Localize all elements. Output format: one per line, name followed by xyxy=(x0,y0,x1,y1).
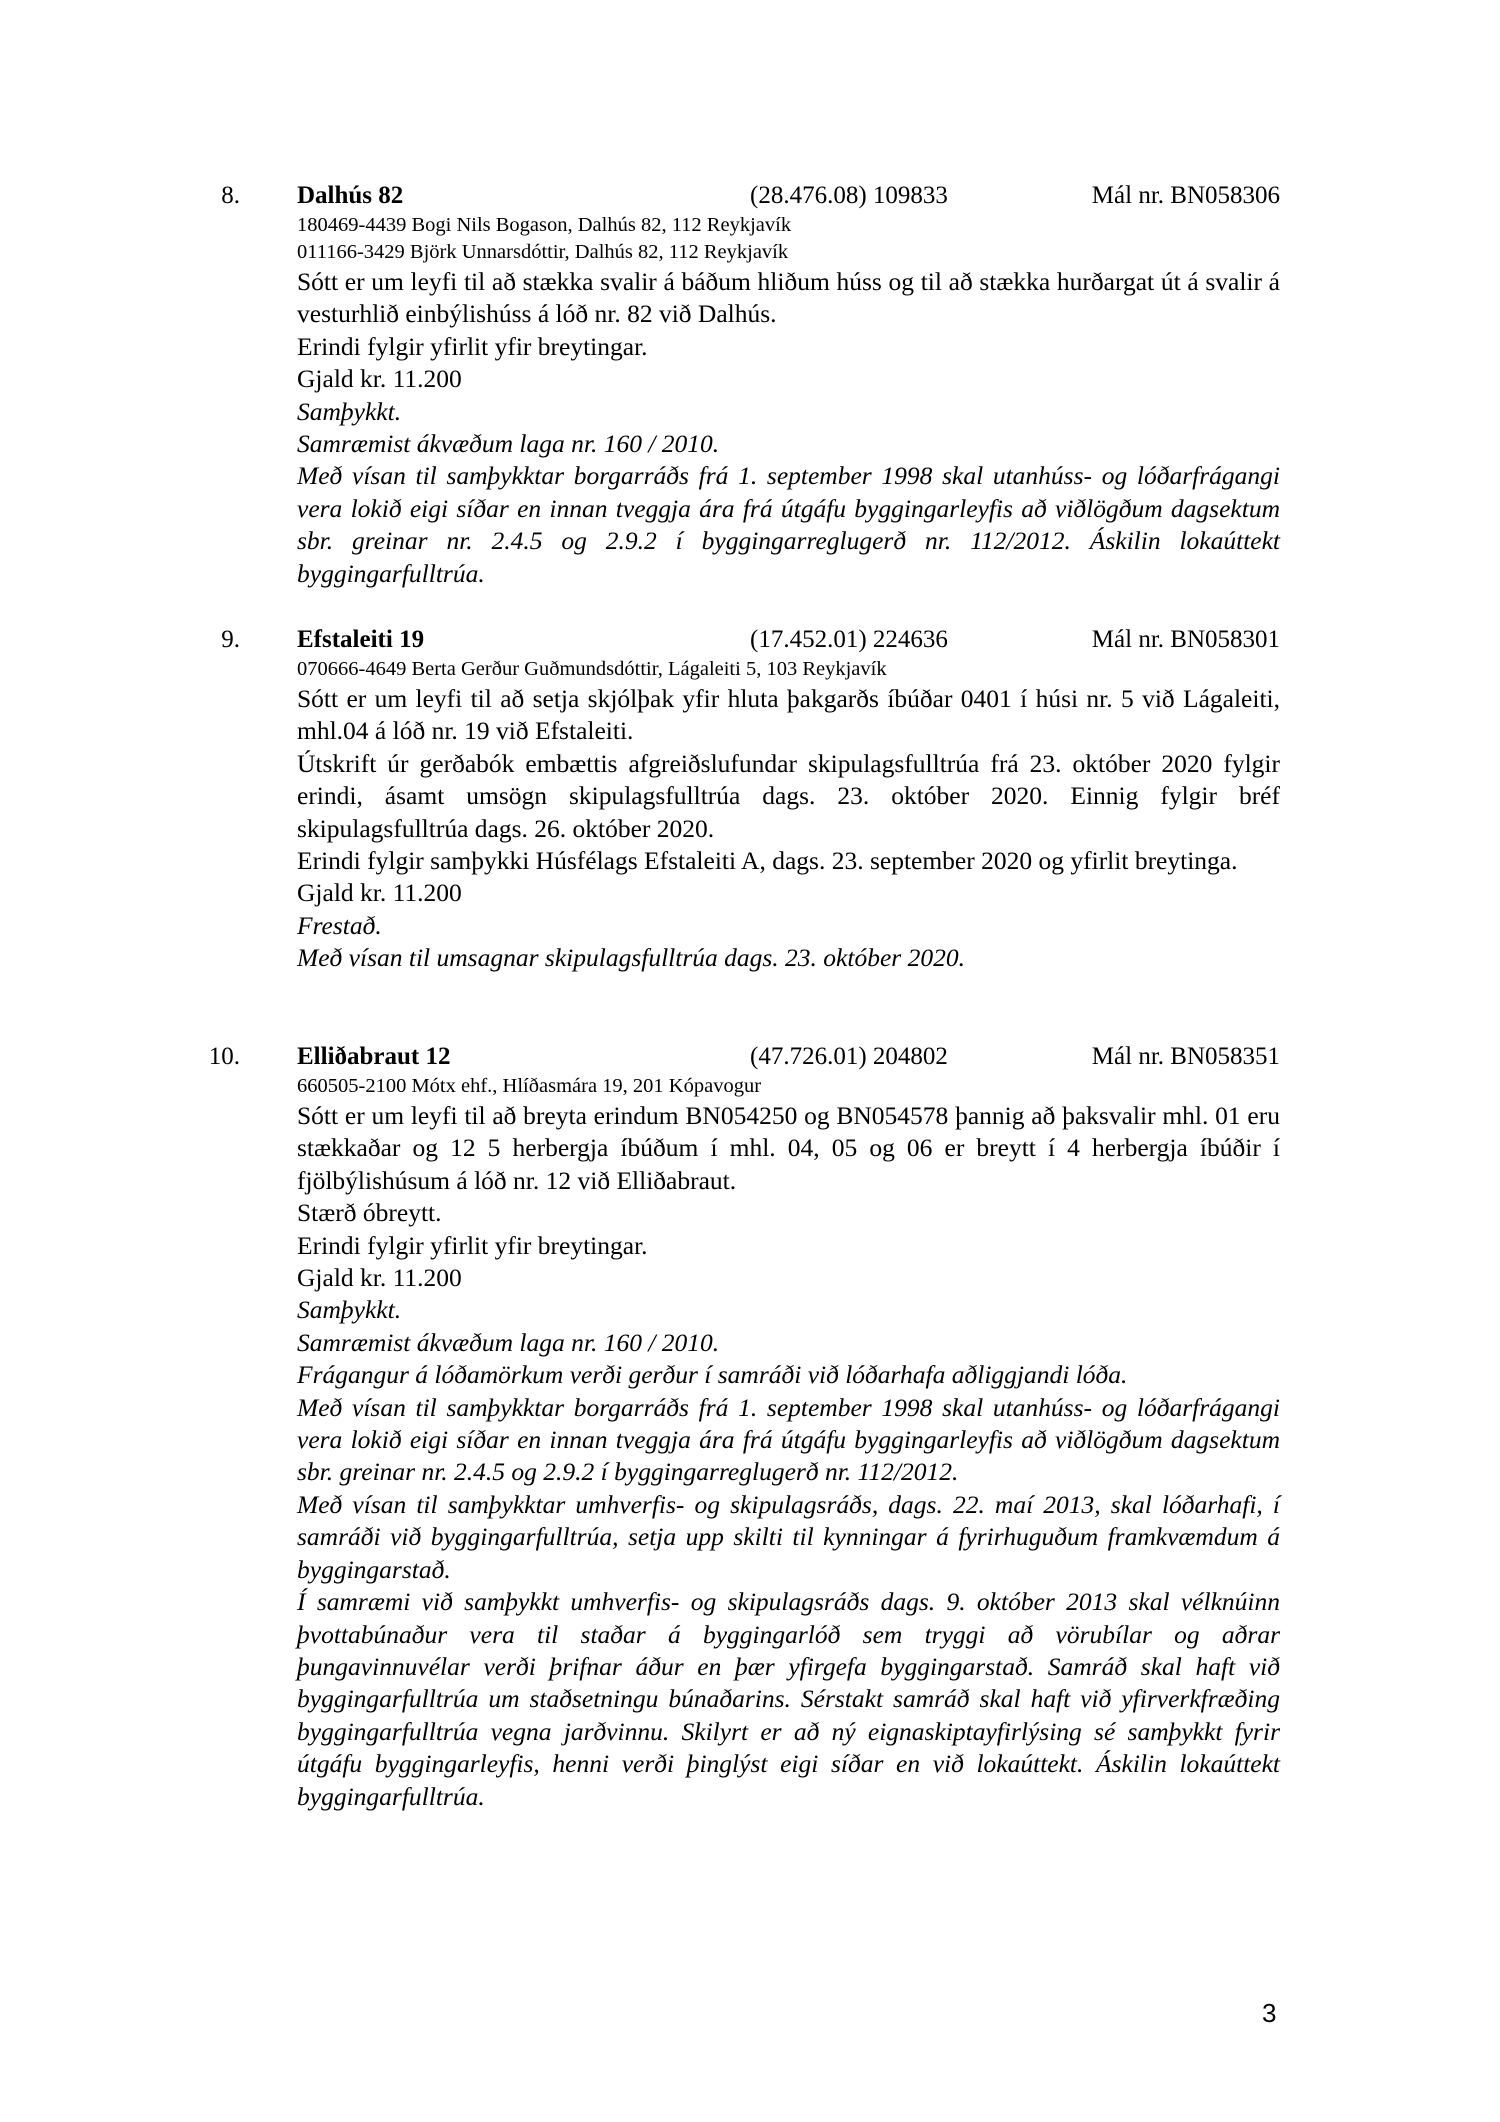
item-body xyxy=(297,212,1280,590)
item-number: 8. xyxy=(221,182,240,209)
owner-line: 070666-4649 Berta Gerður Guðmundsdóttir, Lágaleiti 5, 103 Reykjavík xyxy=(297,658,887,680)
application-text: Sótt er um leyfi til að breyta erindum BN054250 og BN054578 þannig að þaksvalir mhl. 01 eru stækkaðar og 12 5 herbergja íbúðum í mhl. 04, 05 og 06 er breytt í 4 herbergja íbúðir í fjölbýlishúsum á lóð nr. 12 við Elliðabraut. xyxy=(297,1101,1280,1195)
item-number: 10. xyxy=(208,1043,240,1070)
application-text: Sótt er um leyfi til að setja skjólþak yfir hluta þakgarðs íbúðar 0401 í húsi nr. 5 við Lágaleiti, mhl.04 á lóð nr. 19 við Efstaleiti. xyxy=(297,684,1280,746)
fee-line: Gjald kr. 11.200 xyxy=(297,364,462,394)
attachment-note: Erindi fylgir samþykki Húsfélags Efstaleiti A, dags. 23. september 2020 og yfirlit breytinga. xyxy=(297,846,1238,876)
condition-text: Með vísan til samþykktar umhverfis- og skipulagsráðs, dags. 22. maí 2013, skal lóðarhafi, í samráði við byggingarfulltrúa, setja upp skilti til kynningar á fyrirhuguðum framkvæmdum á byggingarstað. xyxy=(297,1489,1280,1584)
attachment-note: Útskrift úr gerðabók embættis afgreiðslufundar skipulagsfulltrúa frá 23. október 2020 fylgir erindi, ásamt umsögn skipulagsfulltrúa dags. 23. október 2020. Einnig fylgir bréf skipulagsfulltrúa dags. 26. október 2020. xyxy=(297,748,1280,843)
condition-text: Frágangur á lóðamörkum verði gerður í samráði við lóðarhafa aðliggjandi lóða. xyxy=(297,1360,1128,1390)
item-body xyxy=(297,656,1280,975)
condition-text: Í samræmi við samþykkt umhverfis- og skipulagsráðs dags. 9. október 2013 skal vélknúinn þvottabúnaður vera til staðar á byggingarlóð sem tryggi að vörubílar og aðrar þungavinnuvélar verði þrifnar áður en þær yfirgefa byggingarstað. Samráð skal haft við byggingarfulltrúa um staðsetningu búnaðarins. Sérstakt samráð skal haft við yfirverkfræðing byggingarfulltrúa vegna jarðvinnu. Skilyrt er að ný eignaskiptayfirlýsing sé samþykkt fyrir útgáfu byggingarleyfis, henni verði þinglýst eigi síðar en við lokaúttekt. Áskilin lokaúttekt byggingarfulltrúa. xyxy=(297,1587,1280,1811)
condition-text: Með vísan til samþykktar borgarráðs frá 1. september 1998 skal utanhúss- og lóðarfrágangi vera lokið eigi síðar en innan tveggja ára frá útgáfu byggingarleyfis að viðlögðum dagsektum sbr. greinar nr. 2.4.5 og 2.9.2 í byggingarreglugerð nr. 112/2012. xyxy=(297,1392,1280,1487)
condition-text: Með vísan til umsagnar skipulagsfulltrúa dags. 23. október 2020. xyxy=(297,943,965,973)
attachment-note: Erindi fylgir yfirlit yfir breytingar. xyxy=(297,331,648,361)
owner-line: 011166-3429 Björk Unnarsdóttir, Dalhús 82, 112 Reykjavík xyxy=(297,241,789,263)
owner-line: 660505-2100 Mótx ehf., Hlíðasmára 19, 201 Kópavogur xyxy=(297,1075,762,1097)
decision: Frestað. xyxy=(297,910,382,940)
attachment-note: Erindi fylgir yfirlit yfir breytingar. xyxy=(297,1230,648,1260)
land-number: (17.452.01) 224636 xyxy=(750,626,948,653)
fee-line: Gjald kr. 11.200 xyxy=(297,878,462,908)
case-number: Mál nr. BN058351 xyxy=(1091,1043,1280,1070)
size-note: Stærð óbreytt. xyxy=(297,1198,442,1228)
condition-text: Samræmist ákvæðum laga nr. 160 / 2010. xyxy=(297,429,720,459)
land-number: (47.726.01) 204802 xyxy=(750,1043,948,1070)
item-body xyxy=(297,1073,1280,1813)
case-number: Mál nr. BN058301 xyxy=(1091,626,1280,653)
agenda-item xyxy=(221,180,1280,590)
agenda-item xyxy=(208,1041,1280,1813)
page-number: 3 xyxy=(1262,1998,1277,2028)
decision: Samþykkt. xyxy=(297,1295,402,1325)
item-number: 9. xyxy=(221,626,240,653)
item-address: Dalhús 82 xyxy=(297,182,404,209)
owner-line: 180469-4439 Bogi Nils Bogason, Dalhús 82, 112 Reykjavík xyxy=(297,214,792,236)
condition-text: Með vísan til samþykktar borgarráðs frá 1. september 1998 skal utanhúss- og lóðarfrágangi vera lokið eigi síðar en innan tveggja ára frá útgáfu byggingarleyfis að viðlögðum dagsektum sbr. greinar nr. 2.4.5 og 2.9.2 í byggingarreglugerð nr. 112/2012. Áskilin lokaúttekt byggingarfulltrúa. xyxy=(297,461,1280,588)
item-header xyxy=(221,624,1280,656)
fee-line: Gjald kr. 11.200 xyxy=(297,1263,462,1293)
decision: Samþykkt. xyxy=(297,396,402,426)
condition-text: Samræmist ákvæðum laga nr. 160 / 2010. xyxy=(297,1327,720,1357)
agenda-item xyxy=(221,624,1280,975)
item-header xyxy=(208,1041,1280,1073)
item-address: Efstaleiti 19 xyxy=(297,626,425,653)
item-address: Elliðabraut 12 xyxy=(297,1043,451,1070)
item-header xyxy=(221,180,1280,212)
application-text: Sótt er um leyfi til að stækka svalir á báðum hliðum húss og til að stækka hurðargat út á svalir á vesturhlið einbýlishúss á lóð nr. 82 við Dalhús. xyxy=(297,267,1280,329)
case-number: Mál nr. BN058306 xyxy=(1091,182,1280,209)
land-number: (28.476.08) 109833 xyxy=(750,182,948,209)
